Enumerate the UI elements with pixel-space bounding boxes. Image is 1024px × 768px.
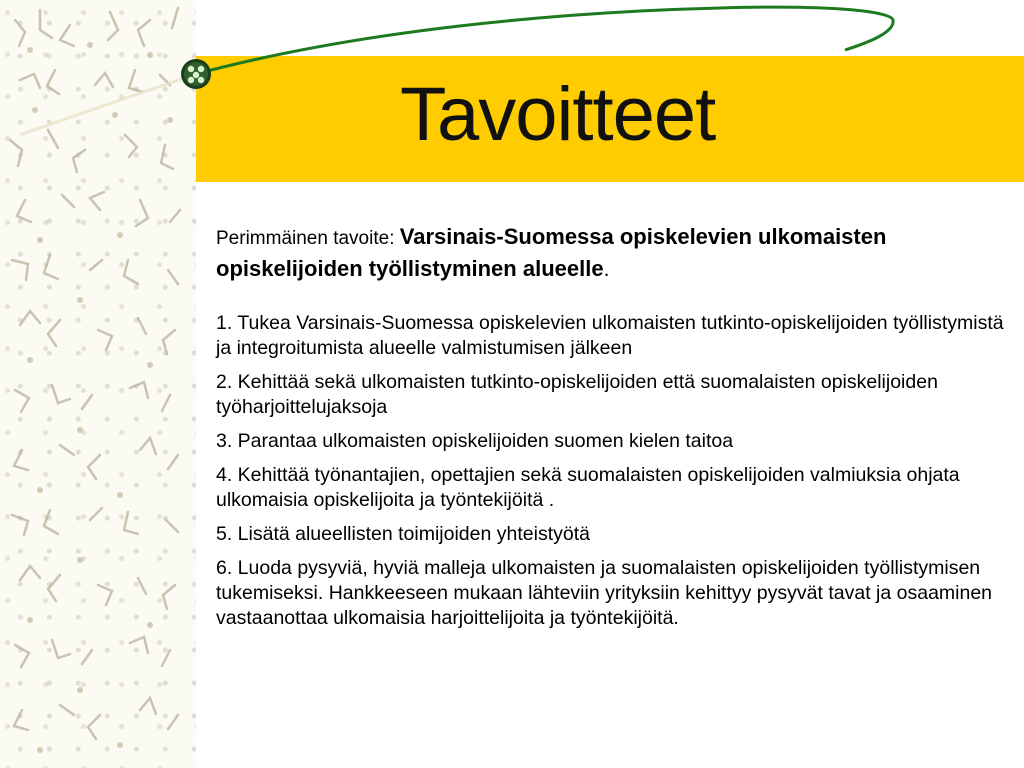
intro-end: . — [603, 258, 610, 281]
slide-title: Tavoitteet — [400, 72, 716, 157]
goal-item-2: 2. Kehittää sekä ulkomaisten tutkinto-opiskelijoiden että suomalaisten opiskelijoiden työharjoittelujaksoja — [216, 371, 938, 418]
goal-item-3: 3. Parantaa ulkomaisten opiskelijoiden suomen kielen taitoa — [216, 430, 734, 452]
swoosh-line — [196, 7, 893, 74]
goal-item-1: 1. Tukea Varsinais-Suomessa opiskelevien ulkomaisten tutkinto-opiskelijoiden työllistymistä ja integroitumista alueelle valmistumisen jälkeen — [216, 312, 1004, 359]
intro-paragraph — [216, 222, 1006, 285]
goal-item-5: 5. Lisätä alueellisten toimijoiden yhteistyötä — [216, 523, 590, 545]
slide-content — [216, 222, 1006, 640]
goal-item-4: 4. Kehittää työnantajien, opettajien sekä suomalaisten opiskelijoiden valmiuksia ohjata ulkomaisia opiskelijoita ja työntekijöitä . — [216, 464, 960, 511]
goal-item-6: 6. Luoda pysyviä, hyviä malleja ulkomaisten ja suomalaisten opiskelijoiden työllistymisen tukemiseksi. Hankkeeseen mukaan lähteviin yrityksiin kehittyy pysyvät tavat ja osaaminen vastaanottaa ulkomaisia harjoittelijoita ja työntekijöitä. — [216, 557, 993, 629]
intro-label: Perimmäinen tavoite: — [216, 228, 400, 249]
molecule-orb-icon — [181, 59, 211, 89]
intro-bold-text: Varsinais-Suomessa opiskelevien ulkomaisten opiskelijoiden työllistyminen alueelle — [216, 224, 887, 281]
